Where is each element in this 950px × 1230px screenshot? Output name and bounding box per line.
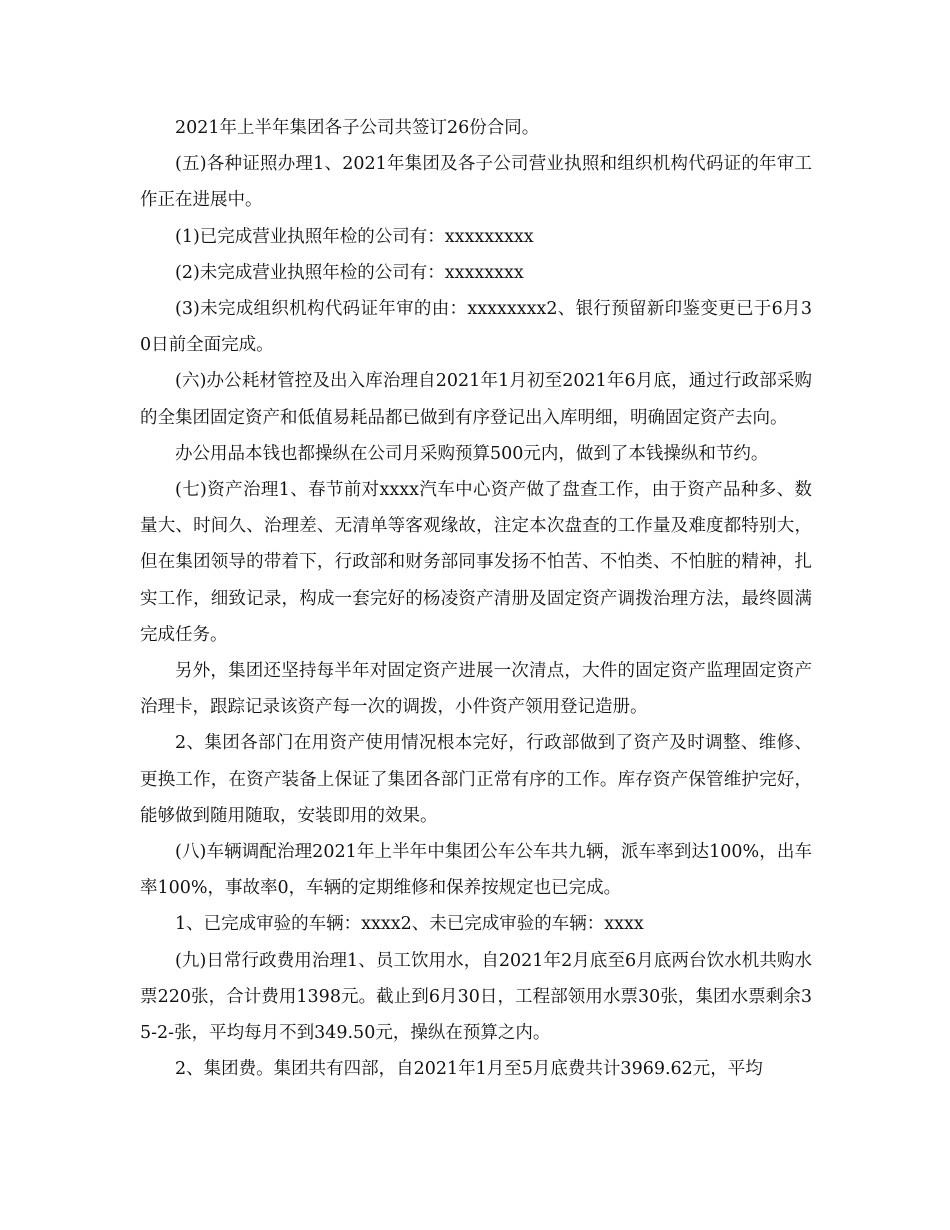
paragraph-contracts-signed: 2021年上半年集团各子公司共签订26份合同。 — [175, 118, 540, 138]
paragraph-asset-management: (七)资产治理1、春节前对xxxx汽车中心资产做了盘查工作，由于资产品种多、数量大、时间久、治理差、无清单等客观缘故，注定本次盘查的工作量及难度都特别大，但在集团领导的带着下，行政部和财务部同事发扬不怕苦、不怕类、不怕脏的精神，扎实工作，细致记录，构成一套完好的杨凌资产清册及固定资产调拨治理方法，最终圆满完成任务。 — [140, 480, 812, 645]
paragraph-group-fees: 2、集团费。集团共有四部，自2021年1月至5月底费共计3969.62元，平均 — [175, 1059, 763, 1080]
paragraph-org-code-pending: (3)未完成组织机构代码证年审的由：xxxxxxxx2、银行预留新印鉴变更已于6月30日前全面完成。 — [140, 299, 812, 356]
paragraph-license-pending: (2)未完成营业执照年检的公司有：xxxxxxxx — [175, 262, 524, 283]
paragraph-certificates-intro: (五)各种证照办理1、2021年集团及各子公司营业执照和组织机构代码证的年审工作正在进展中。 — [140, 154, 812, 211]
paragraph-office-supplies: (六)办公耗材管控及出入库治理自2021年1月初至2021年6月底，通过行政部采购的全集团固定资产和低值易耗品都已做到有序登记出入库明细，明确固定资产去向。 — [140, 371, 812, 428]
paragraph-asset-inventory: 另外，集团还坚持每半年对固定资产进展一次清点，大件的固定资产监理固定资产治理卡，跟踪记录该资产每一次的调拨，小件资产领用登记造册。 — [140, 661, 812, 718]
paragraph-vehicle-management: (八)车辆调配治理2021年上半年中集团公车公车共九辆，派车率到达100%，出车率100%，事故率0，车辆的定期维修和保养按规定也已完成。 — [140, 842, 812, 899]
paragraph-asset-usage: 2、集团各部门在用资产使用情况根本完好，行政部做到了资产及时调整、维修、更换工作，在资产装备上保证了集团各部门正常有序的工作。库存资产保管维护完好，能够做到随用随取，安装即用的效果。 — [140, 733, 812, 826]
paragraph-supplies-cost: 办公用品本钱也都操纵在公司月采购预算500元内，做到了本钱操纵和节约。 — [175, 443, 769, 464]
paragraph-license-done: (1)已完成营业执照年检的公司有：xxxxxxxxx — [175, 226, 534, 247]
paragraph-vehicle-inspection: 1、已完成审验的车辆：xxxx2、未已完成审验的车辆：xxxx — [175, 914, 644, 935]
document-body — [140, 110, 812, 1087]
paragraph-admin-expenses: (九)日常行政费用治理1、员工饮用水，自2021年2月底至6月底两台饮水机共购水票220张，合计费用1398元。截止到6月30日，工程部领用水票30张，集团水票剩余35-2-张，平均每月不到349.50元，操纵在预算之内。 — [140, 950, 812, 1044]
